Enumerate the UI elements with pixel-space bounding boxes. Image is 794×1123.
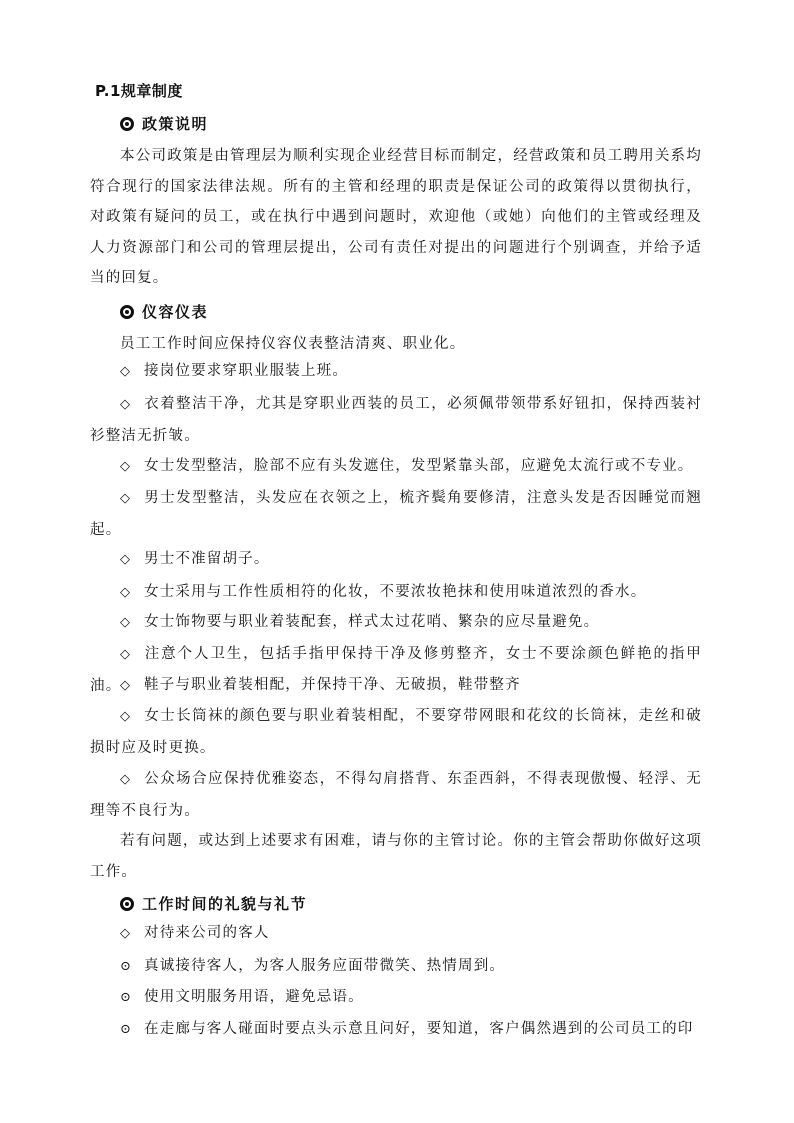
list-item: ◇ 男士不准留胡子。 (90, 544, 702, 576)
list-item: ◇ 公众场合应保持优雅姿态，不得勾肩搭背、东歪西斜，不得表现傲慢、轻浮、无理等不良行为。 (90, 764, 702, 826)
list-item: ◇ 女士采用与工作性质相符的化妆，不要浓妆艳抹和使用味道浓烈的香水。 (90, 577, 702, 609)
list-item: ⊙ 使用文明服务用语，避免忌语。 (90, 982, 702, 1014)
diamond-icon: ◇ (120, 491, 132, 506)
diamond-icon: ◇ (120, 647, 132, 662)
diamond-icon: ◇ (120, 397, 132, 412)
section-title-appearance: 仪容仪表 (120, 301, 208, 322)
diamond-icon: ◇ (120, 615, 132, 630)
list-item: ⊙ 真诚接待客人，为客人服务应面带微笑、热情周到。 (90, 951, 702, 983)
bullseye-icon (120, 897, 134, 911)
diamond-icon: ◇ (120, 709, 132, 724)
bullseye-icon (120, 117, 134, 131)
diamond-icon: ◇ (120, 459, 132, 474)
appearance-intro: 员工工作时间应保持仪容仪表整洁清爽、职业化。 (120, 336, 466, 352)
list-item: ⊙ 在走廊与客人碰面时要点头示意且问好，要知道，客户偶然遇到的公司员工的印 (90, 1014, 702, 1046)
circle-dot-icon: ⊙ (120, 990, 133, 1005)
list-item: ◇ 女士长筒袜的颜色要与职业着装相配，不要穿带网眼和花纹的长筒袜，走丝和破损时应及时更换。 (90, 701, 702, 763)
diamond-icon: ◇ (120, 364, 132, 379)
list-item: ◇ 鞋子与职业着装相配，并保持干净、无破损，鞋带整齐 (90, 670, 702, 702)
list-item: ◇ 女士发型整洁，脸部不应有头发遮住，发型紧靠头部，应避免太流行或不专业。 (90, 451, 702, 483)
section-title-etiquette: 工作时间的礼貌与礼节 (120, 893, 307, 914)
list-item: ◇ 男士发型整洁，头发应在衣领之上，梳齐鬓角要修清，注意头发是否因睡觉而翘起。 (90, 483, 702, 545)
circle-dot-icon: ⊙ (120, 959, 133, 974)
diamond-icon: ◇ (120, 926, 132, 941)
list-item: ◇ 衣着整洁干净，尤其是穿职业西装的员工，必须佩带领带系好钮扣，保持西装衬衫整洁无折皱。 (90, 389, 702, 451)
document-heading: P.1规章制度 (95, 82, 183, 100)
section-title-policy: 政策说明 (120, 113, 208, 134)
subhead-visitors: ◇ 对待来公司的客人 (90, 918, 702, 950)
list-item: ◇ 接岗位要求穿职业服装上班。 (90, 356, 702, 388)
appearance-closing: 若有问题，或达到上述要求有困难，请与你的主管讨论。你的主管会帮助你做好这项工作。 (90, 833, 702, 880)
diamond-icon: ◇ (120, 552, 132, 567)
circle-dot-icon: ⊙ (120, 1022, 133, 1037)
diamond-icon: ◇ (120, 585, 132, 600)
list-item: ◇ 注意个人卫生，包括手指甲保持干净及修剪整齐，女士不要涂颜色鲜艳的指甲油。 (90, 639, 702, 701)
policy-paragraph: 本公司政策是由管理层为顺利实现企业经营目标而制定，经营政策和员工聘用关系均符合现行的国家法律法规。所有的主管和经理的职责是保证公司的政策得以贯彻执行，对政策有疑问的员工，或在执行中遇到问题时，欢迎他（或她）向他们的主管或经理及人力资源部门和公司的管理层提出，公司有责任对提出的问题进行个别调查，并给予适当的回复。 (90, 148, 702, 286)
bullseye-icon (120, 305, 134, 319)
diamond-icon: ◇ (120, 772, 132, 787)
diamond-icon: ◇ (120, 678, 132, 693)
list-item: ◇ 女士饰物要与职业着装配套，样式太过花哨、繁杂的应尽量避免。 (90, 607, 702, 639)
